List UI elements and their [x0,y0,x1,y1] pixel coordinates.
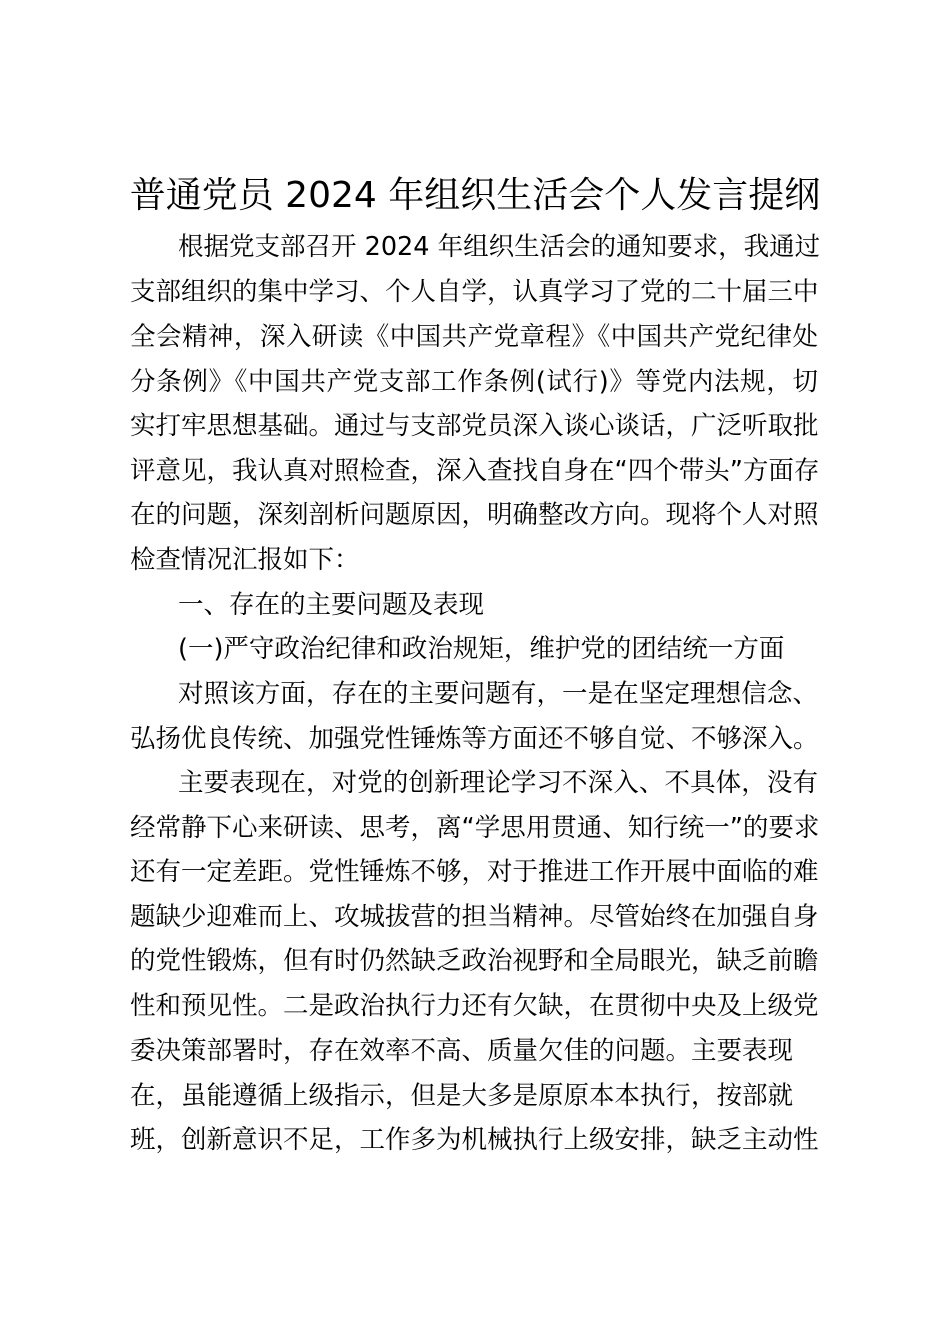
paragraph-line: 题缺少迎难而上、攻城拔营的担当精神。尽管始终在加强自身 [130,902,819,932]
section-heading: 一、存在的主要问题及表现 [178,590,485,620]
paragraph-line: 根据党支部召开 2024 年组织生活会的通知要求，我通过 [178,232,821,262]
paragraph-line: 对照该方面，存在的主要问题有，一是在坚定理想信念、 [178,679,818,709]
paragraph-line: 在的问题，深刻剖析问题原因，明确整改方向。现将个人对照 [130,500,819,530]
paragraph-line: 的党性锻炼，但有时仍然缺乏政治视野和全局眼光，缺乏前瞻 [130,946,819,976]
paragraph-line: 班，创新意识不足，工作多为机械执行上级安排，缺乏主动性 [130,1125,819,1155]
paragraph-line: 全会精神，深入研读《中国共产党章程》《中国共产党纪律处 [130,322,818,352]
paragraph-line: 委决策部署时，存在效率不高、质量欠佳的问题。主要表现 [130,1036,794,1066]
paragraph-line: 实打牢思想基础。通过与支部党员深入谈心谈话，广泛听取批 [130,411,819,441]
paragraph-line: 弘扬优良传统、加强党性锤炼等方面还不够自觉、不够深入。 [130,724,819,754]
paragraph-line: 在，虽能遵循上级指示，但是大多是原原本本执行，按部就 [130,1081,794,1111]
document-title: 普通党员 2024 年组织生活会个人发言提纲 [129,175,821,216]
paragraph-line: 评意见，我认真对照检查，深入查找自身在“四个带头”方面存 [130,456,820,486]
paragraph-line: 支部组织的集中学习、个人自学，认真学习了党的二十届三中 [130,277,819,307]
paragraph-line: 检查情况汇报如下： [130,545,360,575]
paragraph-line: 经常静下心来研读、思考，离“学思用贯通、知行统一”的要求 [130,813,820,843]
paragraph-line: 性和预见性。二是政治执行力还有欠缺，在贯彻中央及上级党 [130,991,819,1021]
subsection-heading: (一)严守政治纪律和政治规矩，维护党的团结统一方面 [178,634,785,664]
paragraph-line: 主要表现在，对党的创新理论学习不深入、不具体，没有 [178,768,818,798]
paragraph-line: 分条例》《中国共产党支部工作条例(试行)》等党内法规，切 [130,367,818,397]
paragraph-line: 还有一定差距。党性锤炼不够，对于推进工作开展中面临的难 [130,857,819,887]
